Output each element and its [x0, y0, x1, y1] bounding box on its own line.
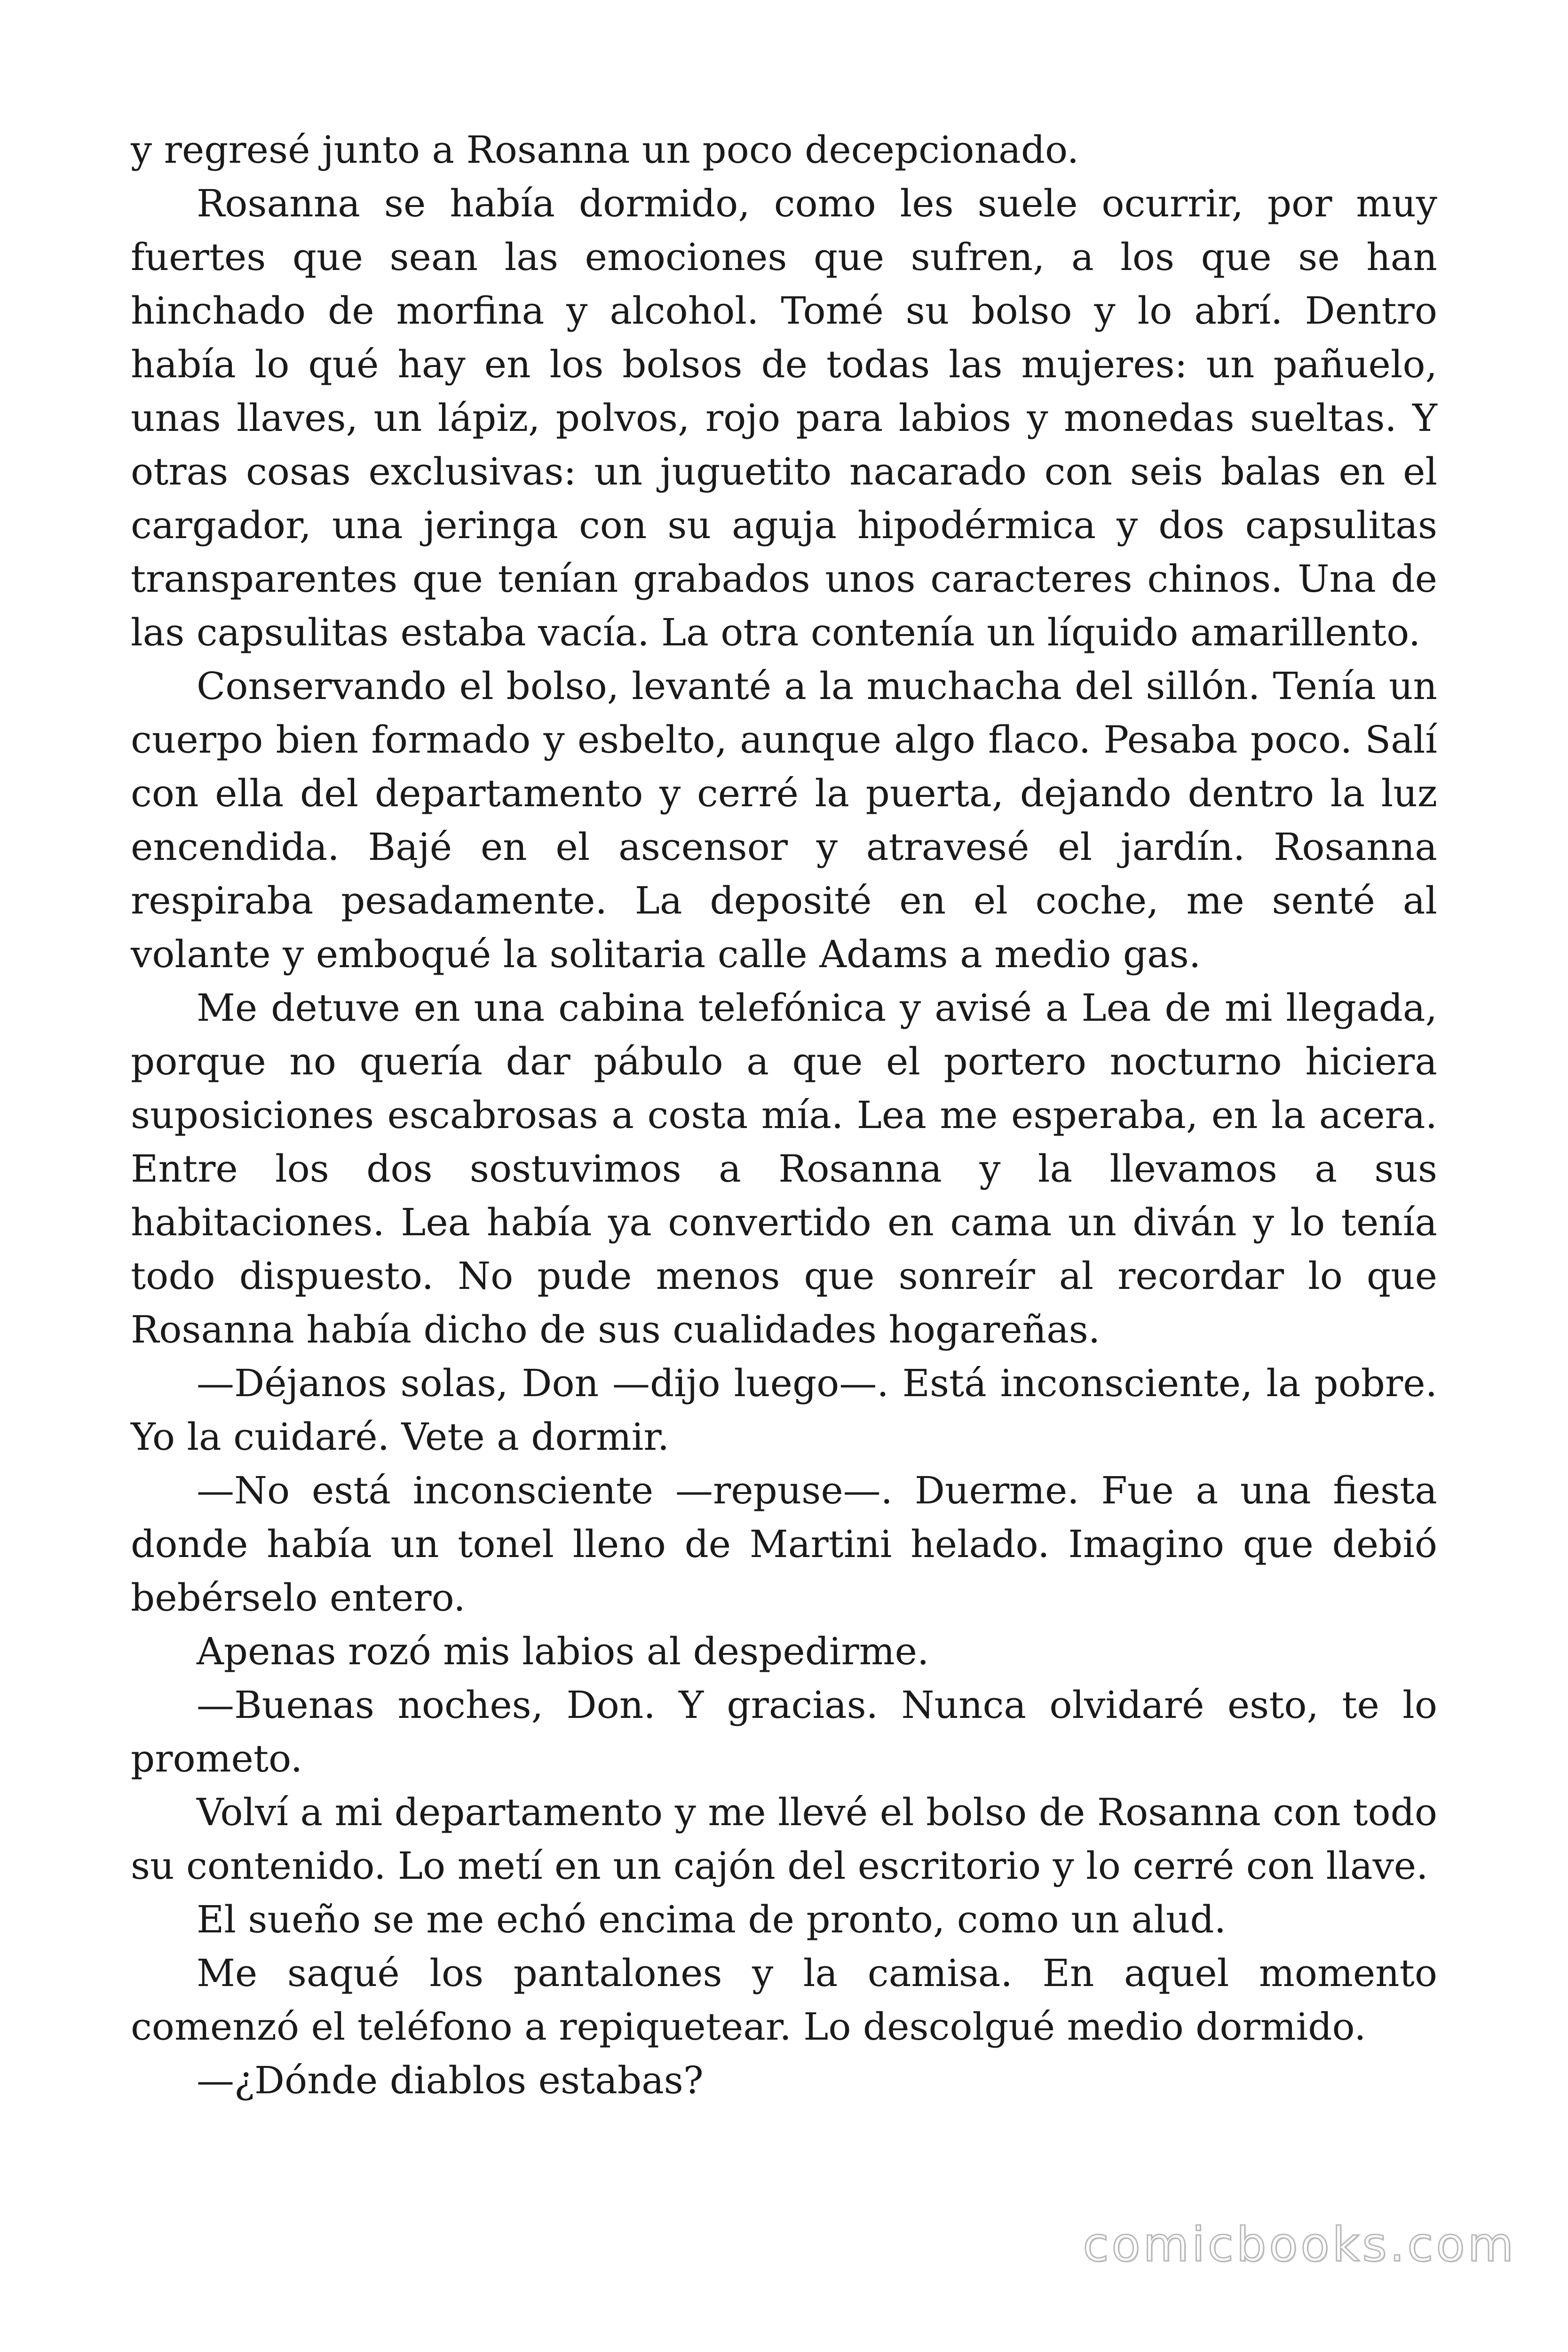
paragraph-7: Apenas rozó mis labios al despedirme.	[197, 1629, 929, 1673]
paragraph-1: y regresé junto a Rosanna un poco decepcionado.	[131, 128, 1079, 172]
paragraph-10: El sueño se me echó encima de pronto, como un alud.	[197, 1898, 1227, 1941]
paragraph-11: Me saqué los pantalones y la camisa. En aquel momento comenzó el teléfono a repiquetear. Lo descolgué medio dormido.	[131, 1951, 1437, 2049]
paragraph-3: Conservando el bolso, levanté a la muchacha del sillón. Tenía un cuerpo bien formado y esbelto, aunque algo flaco. Pesaba poco. Salí con ella del departamento y cerré la puerta, dejando dentro la luz encendida. Bajé en el ascensor y atravesé el jardín. Rosanna respiraba pesadamente. La deposité en el coche, me senté al volante y emboqué la solitaria calle Adams a medio gas.	[131, 664, 1437, 976]
watermark-text: comicbooks.com	[1083, 2217, 1516, 2272]
paragraph-8: —Buenas noches, Don. Y gracias. Nunca olvidaré esto, te lo prometo.	[131, 1683, 1437, 1780]
paragraph-2: Rosanna se había dormido, como les suele ocurrir, por muy fuertes que sean las emociones que sufren, a los que se han hinchado de morfina y alcohol. Tomé su bolso y lo abrí. Dentro había lo qué hay en los bolsos de todas las mujeres: un pañuelo, unas llaves, un lápiz, polvos, rojo para labios y monedas sueltas. Y otras cosas exclusivas: un juguetito nacarado con seis balas en el cargador, una jeringa con su aguja hipodérmica y dos capsulitas transparentes que tenían grabados unos caracteres chinos. Una de las capsulitas estaba vacía. La otra contenía un líquido amarillento.	[131, 182, 1437, 654]
book-page-text	[131, 123, 1437, 2107]
paragraph-6: —No está inconsciente —repuse—. Duerme. Fue a una fiesta donde había un tonel lleno de Martini helado. Imagino que debió bebérselo entero.	[131, 1469, 1437, 1620]
paragraph-5: —Déjanos solas, Don —dijo luego—. Está inconsciente, la pobre. Yo la cuidaré. Vete a dormir.	[131, 1361, 1437, 1459]
paragraph-12: —¿Dónde diablos estabas?	[197, 2058, 704, 2102]
paragraph-9: Volví a mi departamento y me llevé el bolso de Rosanna con todo su contenido. Lo metí en un cajón del escritorio y lo cerré con llave.	[131, 1790, 1437, 1888]
paragraph-4: Me detuve en una cabina telefónica y avisé a Lea de mi llegada, porque no quería dar pábulo a que el portero nocturno hiciera suposiciones escabrosas a costa mía. Lea me esperaba, en la acera. Entre los dos sostuvimos a Rosanna y la llevamos a sus habitaciones. Lea había ya convertido en cama un diván y lo tenía todo dispuesto. No pude menos que sonreír al recordar lo que Rosanna había dicho de sus cualidades hogareñas.	[131, 986, 1437, 1351]
